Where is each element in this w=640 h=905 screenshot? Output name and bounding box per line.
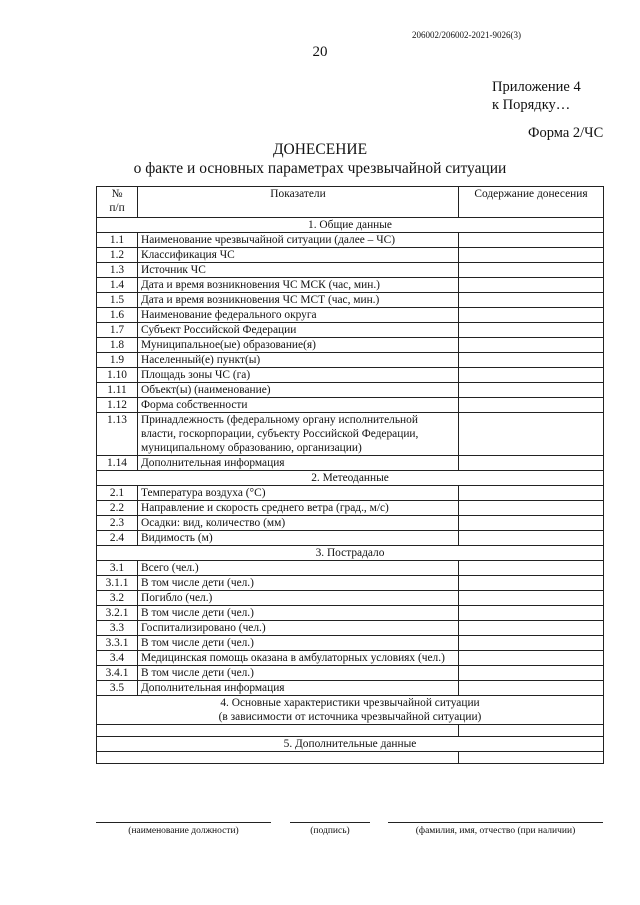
row-indicator: В том числе дети (чел.) — [138, 666, 459, 681]
table-row — [97, 263, 604, 278]
row-indicator: Госпитализировано (чел.) — [138, 621, 459, 636]
content-cell[interactable] — [459, 752, 604, 764]
row-indicator: Классификация ЧС — [138, 248, 459, 263]
table-row — [97, 561, 604, 576]
row-indicator: Медицинская помощь оказана в амбулаторных условиях (чел.) — [138, 651, 459, 666]
report-table — [96, 186, 604, 764]
name-caption: (фамилия, имя, отчество (при наличии) — [415, 826, 576, 836]
content-cell[interactable] — [459, 486, 604, 501]
content-cell[interactable] — [459, 383, 604, 398]
header-num-line: № — [111, 188, 123, 200]
row-indicator: Наименование чрезвычайной ситуации (далее – ЧС) — [138, 233, 459, 248]
content-cell[interactable] — [459, 353, 604, 368]
table-row — [97, 651, 604, 666]
content-cell[interactable] — [459, 531, 604, 546]
row-number: 1.7 — [97, 323, 138, 338]
content-cell[interactable] — [459, 501, 604, 516]
row-indicator: Осадки: вид, количество (мм) — [138, 516, 459, 531]
document-subtitle: о факте и основных параметрах чрезвычайной ситуации — [133, 160, 507, 177]
content-cell[interactable] — [459, 516, 604, 531]
row-number: 3.3.1 — [97, 636, 138, 651]
content-cell[interactable] — [459, 725, 604, 737]
document-title: ДОНЕСЕНИЕ — [272, 141, 368, 158]
section-header-row — [97, 471, 604, 486]
blank-cell — [97, 725, 459, 737]
content-cell[interactable] — [459, 278, 604, 293]
section-title — [97, 696, 604, 725]
row-number: 3.2.1 — [97, 606, 138, 621]
section-title-line: 4. Основные характеристики чрезвычайной ситуации — [220, 697, 480, 709]
table-row — [97, 368, 604, 383]
row-number: 3.1 — [97, 561, 138, 576]
table-row — [97, 486, 604, 501]
content-cell[interactable] — [459, 338, 604, 353]
row-indicator: В том числе дети (чел.) — [138, 576, 459, 591]
row-number: 1.14 — [97, 456, 138, 471]
row-number: 1.10 — [97, 368, 138, 383]
table-row — [97, 516, 604, 531]
content-cell[interactable] — [459, 263, 604, 278]
header-num — [97, 187, 138, 218]
content-cell[interactable] — [459, 308, 604, 323]
content-cell[interactable] — [459, 323, 604, 338]
row-indicator: Дополнительная информация — [138, 681, 459, 696]
row-number: 3.3 — [97, 621, 138, 636]
blank-row — [97, 725, 604, 737]
table-body — [97, 218, 604, 764]
section-title: 3. Пострадало — [97, 546, 604, 561]
row-number: 2.1 — [97, 486, 138, 501]
table-row — [97, 681, 604, 696]
content-cell[interactable] — [459, 248, 604, 263]
row-indicator: Дата и время возникновения ЧС МСТ (час, мин.) — [138, 293, 459, 308]
section-title: 1. Общие данные — [97, 218, 604, 233]
content-cell[interactable] — [459, 233, 604, 248]
content-cell[interactable] — [459, 621, 604, 636]
content-cell[interactable] — [459, 651, 604, 666]
header-content: Содержание донесения — [459, 187, 604, 218]
row-number: 1.4 — [97, 278, 138, 293]
section-header-row — [97, 696, 604, 725]
row-number: 1.6 — [97, 308, 138, 323]
row-number: 1.8 — [97, 338, 138, 353]
table-row — [97, 248, 604, 263]
row-number: 1.5 — [97, 293, 138, 308]
row-indicator: Температура воздуха (°С) — [138, 486, 459, 501]
table-row — [97, 383, 604, 398]
blank-cell — [97, 752, 459, 764]
position-line[interactable] — [96, 822, 271, 823]
row-indicator: Дата и время возникновения ЧС МСК (час, мин.) — [138, 278, 459, 293]
section-header-row — [97, 546, 604, 561]
table-row — [97, 621, 604, 636]
appendix-line: Приложение 4 — [492, 79, 581, 95]
content-cell[interactable] — [459, 681, 604, 696]
content-cell[interactable] — [459, 666, 604, 681]
content-cell[interactable] — [459, 576, 604, 591]
content-cell[interactable] — [459, 606, 604, 621]
table-row — [97, 293, 604, 308]
appendix-line: к Порядку… — [492, 97, 571, 113]
content-cell[interactable] — [459, 561, 604, 576]
table-row — [97, 323, 604, 338]
row-indicator: Форма собственности — [138, 398, 459, 413]
page-number: 20 — [312, 44, 328, 60]
row-number: 2.4 — [97, 531, 138, 546]
row-number: 1.11 — [97, 383, 138, 398]
content-cell[interactable] — [459, 398, 604, 413]
table-row — [97, 501, 604, 516]
table-row — [97, 278, 604, 293]
row-indicator: Видимость (м) — [138, 531, 459, 546]
row-indicator: В том числе дети (чел.) — [138, 636, 459, 651]
position-caption: (наименование должности) — [128, 826, 239, 836]
row-indicator: Погибло (чел.) — [138, 591, 459, 606]
row-number: 2.3 — [97, 516, 138, 531]
table-row — [97, 591, 604, 606]
section-header-row — [97, 737, 604, 752]
appendix-reference — [492, 78, 581, 114]
row-number: 1.12 — [97, 398, 138, 413]
row-indicator: Муниципальное(ые) образование(я) — [138, 338, 459, 353]
row-indicator: Источник ЧС — [138, 263, 459, 278]
table-row — [97, 308, 604, 323]
row-indicator: Субъект Российской Федерации — [138, 323, 459, 338]
row-indicator: Направление и скорость среднего ветра (град., м/с) — [138, 501, 459, 516]
row-indicator: Наименование федерального округа — [138, 308, 459, 323]
row-number: 3.4.1 — [97, 666, 138, 681]
row-indicator: Объект(ы) (наименование) — [138, 383, 459, 398]
content-cell[interactable] — [459, 636, 604, 651]
signature-caption: (подпись) — [310, 826, 350, 836]
table-header-row — [97, 187, 604, 218]
content-cell[interactable] — [459, 591, 604, 606]
row-indicator: Дополнительная информация — [138, 456, 459, 471]
content-cell[interactable] — [459, 368, 604, 383]
document-id: 206002/206002-2021-9026(3) — [412, 30, 521, 40]
table-row — [97, 606, 604, 621]
table-row — [97, 636, 604, 651]
row-number: 1.9 — [97, 353, 138, 368]
header-num-line: п/п — [109, 202, 125, 214]
signature-line[interactable] — [290, 822, 370, 823]
row-number: 1.13 — [97, 413, 138, 456]
section-title: 5. Дополнительные данные — [97, 737, 604, 752]
table-row — [97, 576, 604, 591]
row-number: 1.2 — [97, 248, 138, 263]
content-cell[interactable] — [459, 413, 604, 456]
row-number: 3.1.1 — [97, 576, 138, 591]
content-cell[interactable] — [459, 456, 604, 471]
table-row — [97, 413, 604, 456]
table-row — [97, 398, 604, 413]
row-indicator: Всего (чел.) — [138, 561, 459, 576]
table-row — [97, 338, 604, 353]
row-number: 1.1 — [97, 233, 138, 248]
row-number: 3.4 — [97, 651, 138, 666]
table-row — [97, 666, 604, 681]
row-indicator: Принадлежность (федеральному органу исполнительной власти, госкорпорации, субъекту Российской Федерации, муниципальному образованию, организации) — [138, 413, 459, 456]
table-row — [97, 531, 604, 546]
row-indicator: В том числе дети (чел.) — [138, 606, 459, 621]
header-indicators: Показатели — [138, 187, 459, 218]
section-title-line: (в зависимости от источника чрезвычайной ситуации) — [218, 711, 482, 723]
table-row — [97, 233, 604, 248]
form-label: Форма 2/ЧС — [528, 125, 604, 141]
name-line[interactable] — [388, 822, 603, 823]
table-row — [97, 353, 604, 368]
content-cell[interactable] — [459, 293, 604, 308]
row-number: 3.5 — [97, 681, 138, 696]
table-row — [97, 456, 604, 471]
blank-row — [97, 752, 604, 764]
row-number: 2.2 — [97, 501, 138, 516]
row-number: 1.3 — [97, 263, 138, 278]
row-number: 3.2 — [97, 591, 138, 606]
row-indicator: Населенный(е) пункт(ы) — [138, 353, 459, 368]
row-indicator: Площадь зоны ЧС (га) — [138, 368, 459, 383]
section-title: 2. Метеоданные — [97, 471, 604, 486]
section-header-row — [97, 218, 604, 233]
